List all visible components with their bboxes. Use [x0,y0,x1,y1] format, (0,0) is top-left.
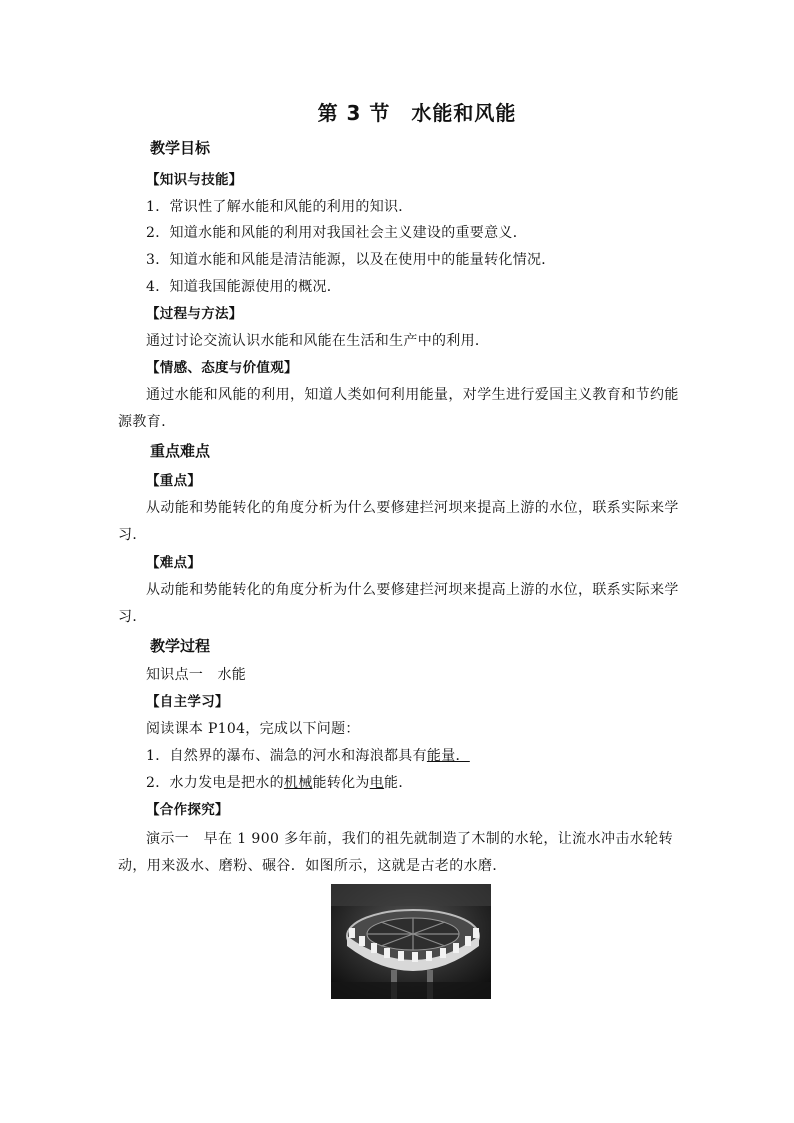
goal-item-3: 3．知道水能和风能是清洁能源，以及在使用中的能量转化情况． [146,252,556,268]
question-2-suffix: 能． [384,775,413,791]
answer-electric: 电 [369,775,385,791]
knowledge-point-1: 知识点一 水能 [146,667,247,683]
waterwheel-photo [331,884,491,999]
key-point-text: 从动能和势能转化的角度分析为什么要修建拦河坝来提高上游的水位，联系实际来学习． [118,500,679,543]
goal-item-4: 4．知道我国能源使用的概况． [146,279,342,295]
heading-key-difficult: 重点难点 [150,442,211,460]
question-1-text: 1．自然界的瀑布、湍急的河水和海浪都具有 [146,748,427,764]
question-2 [146,773,413,793]
goal-item-1: 1．常识性了解水能和风能的利用的知识． [146,199,413,215]
label-emotion-values: 【情感、态度与价值观】 [146,360,298,376]
heading-teaching-process: 教学过程 [150,637,211,655]
demo-1-text: 演示一 早在 1 900 多年前，我们的祖先就制造了木制的水轮，让流水冲击水轮转动，用来汲水、磨粉、碾谷．如图所示，这就是古老的水磨． [118,831,673,874]
question-2-mid: 能转化为 [312,775,370,791]
heading-teaching-goals: 教学目标 [150,139,211,157]
process-text: 通过讨论交流认识水能和风能在生活和生产中的利用． [146,333,490,349]
question-1 [146,746,470,766]
label-process-method: 【过程与方法】 [146,306,243,322]
question-2-text: 2．水力发电是把水的 [146,775,284,791]
goal-item-2: 2．知道水能和风能的利用对我国社会主义建设的重要意义． [146,225,528,241]
difficult-point-text: 从动能和势能转化的角度分析为什么要修建拦河坝来提高上游的水位，联系实际来学习． [118,582,679,625]
label-self-study: 【自主学习】 [146,694,229,710]
label-knowledge-skills: 【知识与技能】 [146,172,243,188]
page-title: 第 3 节 水能和风能 [317,101,517,125]
label-difficult-point: 【难点】 [146,555,202,571]
waterwheel-photo-icon [331,884,491,999]
answer-mechanical: 机械 [283,775,313,791]
label-cooperative-inquiry: 【合作探究】 [146,802,229,818]
answer-energy: 能量． [426,748,470,764]
emotion-text: 通过水能和风能的利用，知道人类如何利用能量，对学生进行爱国主义教育和节约能源教育． [118,387,679,430]
self-study-intro: 阅读课本 P104，完成以下问题： [146,721,360,737]
label-key-point: 【重点】 [146,473,202,489]
